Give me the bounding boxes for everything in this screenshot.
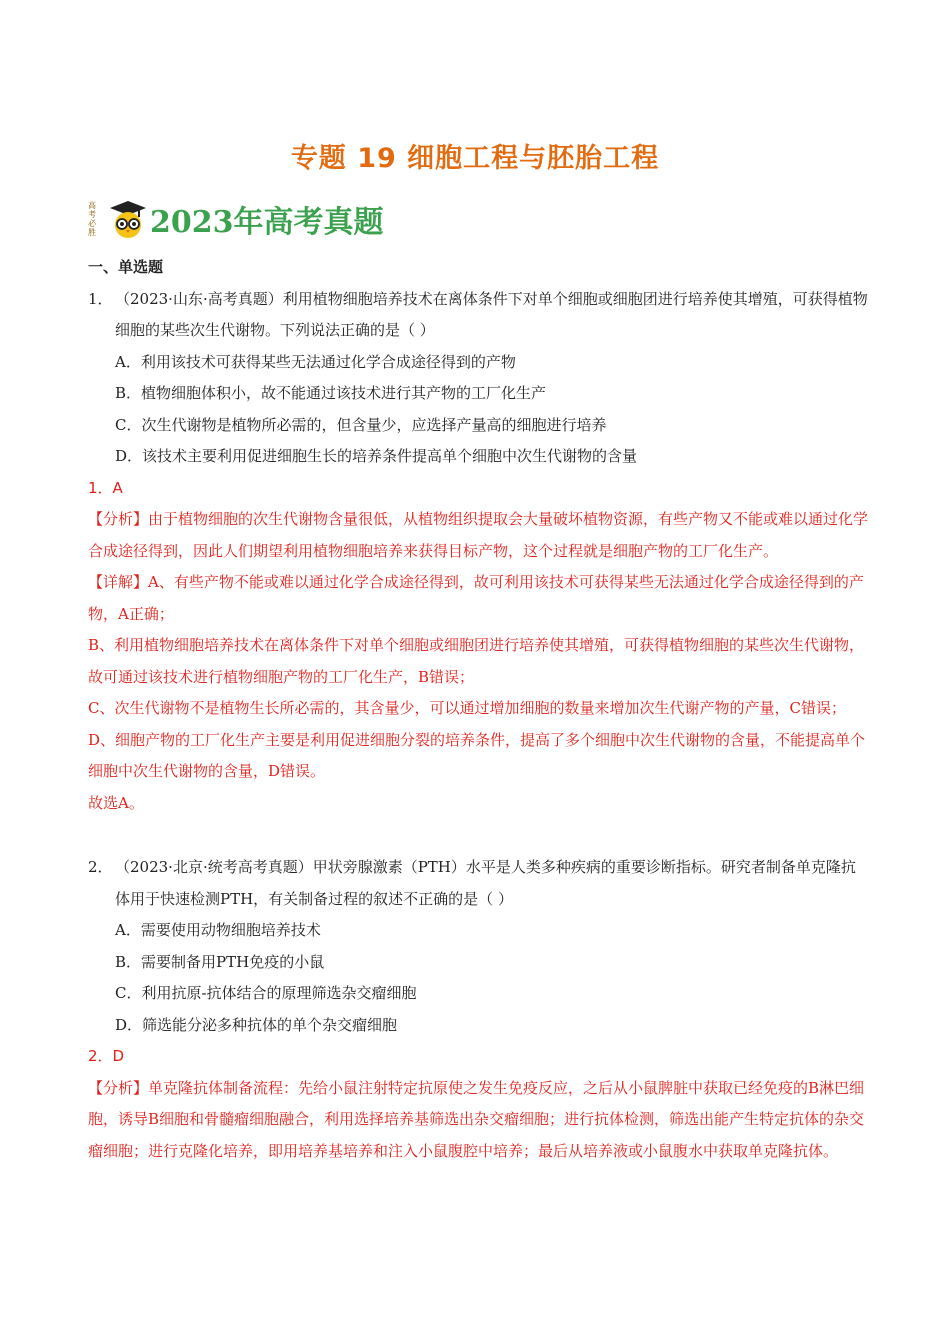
- detail-paragraph: C、次生代谢物不是植物生长所必需的，其含量少，可以通过增加细胞的数量来增加次生代谢产物的产量，C错误；: [88, 699, 846, 717]
- question-1: [88, 284, 868, 347]
- detail-paragraph: B、利用植物细胞培养技术在离体条件下对单个细胞或细胞团进行培养使其增殖，可获得植物细胞的某些次生代谢物，故可通过该技术进行植物细胞产物的工厂化生产，B错误；: [88, 636, 865, 686]
- analysis-paragraph: 【分析】由于植物细胞的次生代谢物含量很低，从植物组织提取会大量破坏植物资源，有些产物又不能或难以通过化学合成途径得到，因此人们期望利用植物细胞培养来获得目标产物，这个过程就是细胞产物的工厂化生产。: [88, 510, 869, 560]
- analysis-paragraph: 【分析】单克隆抗体制备流程：先给小鼠注射特定抗原使之发生免疫反应，之后从小鼠脾脏中获取已经免疫的B淋巴细胞，诱导B细胞和骨髓瘤细胞融合，利用选择培养基筛选出杂交瘤细胞；进行抗体检测，筛选出能产生特定抗体的杂交瘤细胞；进行克隆化培养，即用培养基培养和注入小鼠腹腔中培养；最后从培养液或小鼠腹水中获取单克隆抗体。: [88, 1078, 865, 1160]
- answer: 1．A: [88, 478, 123, 497]
- section-heading: 一、单选题: [88, 258, 164, 276]
- option-d: D．筛选能分泌多种抗体的单个杂交瘤细胞: [115, 1015, 398, 1034]
- page-title: 专题 19 细胞工程与胚胎工程: [290, 143, 660, 174]
- option-a: A．利用该技术可获得某些无法通过化学合成途径得到的产物: [115, 352, 516, 371]
- detail-paragraph: D、细胞产物的工厂化生产主要是利用促进细胞分裂的培养条件，提高了多个细胞中次生代谢物的含量，不能提高单个细胞中次生代谢物的含量，D错误。: [88, 730, 866, 780]
- option-c: C．次生代谢物是植物所必需的，但含量少，应选择产量高的细胞进行培养: [115, 415, 607, 434]
- detail-paragraph: 【详解】A、有些产物不能或难以通过化学合成途径得到，故可利用该技术可获得某些无法通过化学合成途径得到的产物，A正确；: [88, 573, 864, 623]
- document-body: [88, 252, 868, 1167]
- question-stem: （2023·山东·高考真题）利用植物细胞培养技术在离体条件下对单个细胞或细胞团进行培养使其增殖，可获得植物细胞的某些次生代谢物。下列说法正确的是（ ）: [115, 289, 868, 339]
- option-b: B．需要制备用PTH免疫的小鼠: [115, 952, 325, 971]
- question-number: 1．: [88, 289, 113, 308]
- conclusion: 故选A。: [88, 793, 144, 812]
- banner-heading: 2023年高考真题: [150, 205, 384, 240]
- question-2: [88, 852, 868, 915]
- option-c: C．利用抗原-抗体结合的原理筛选杂交瘤细胞: [115, 984, 417, 1002]
- question-stem: （2023·北京·统考高考真题）甲状旁腺激素（PTH）水平是人类多种疾病的重要诊断指标。研究者制备单克隆抗体用于快速检测PTH，有关制备过程的叙述不正确的是（ ）: [115, 858, 856, 908]
- seal-stamp: 高 考 必 胜: [88, 201, 96, 237]
- option-b: B．植物细胞体积小，故不能通过该技术进行其产物的工厂化生产: [115, 384, 547, 402]
- option-d: D．该技术主要利用促进细胞生长的培养条件提高单个细胞中次生代谢物的含量: [115, 447, 638, 465]
- option-a: A．需要使用动物细胞培养技术: [115, 921, 321, 939]
- section-banner: [88, 196, 384, 242]
- owl-mascot-icon: [108, 199, 148, 239]
- answer: 2．D: [88, 1047, 125, 1065]
- question-number: 2．: [88, 858, 113, 876]
